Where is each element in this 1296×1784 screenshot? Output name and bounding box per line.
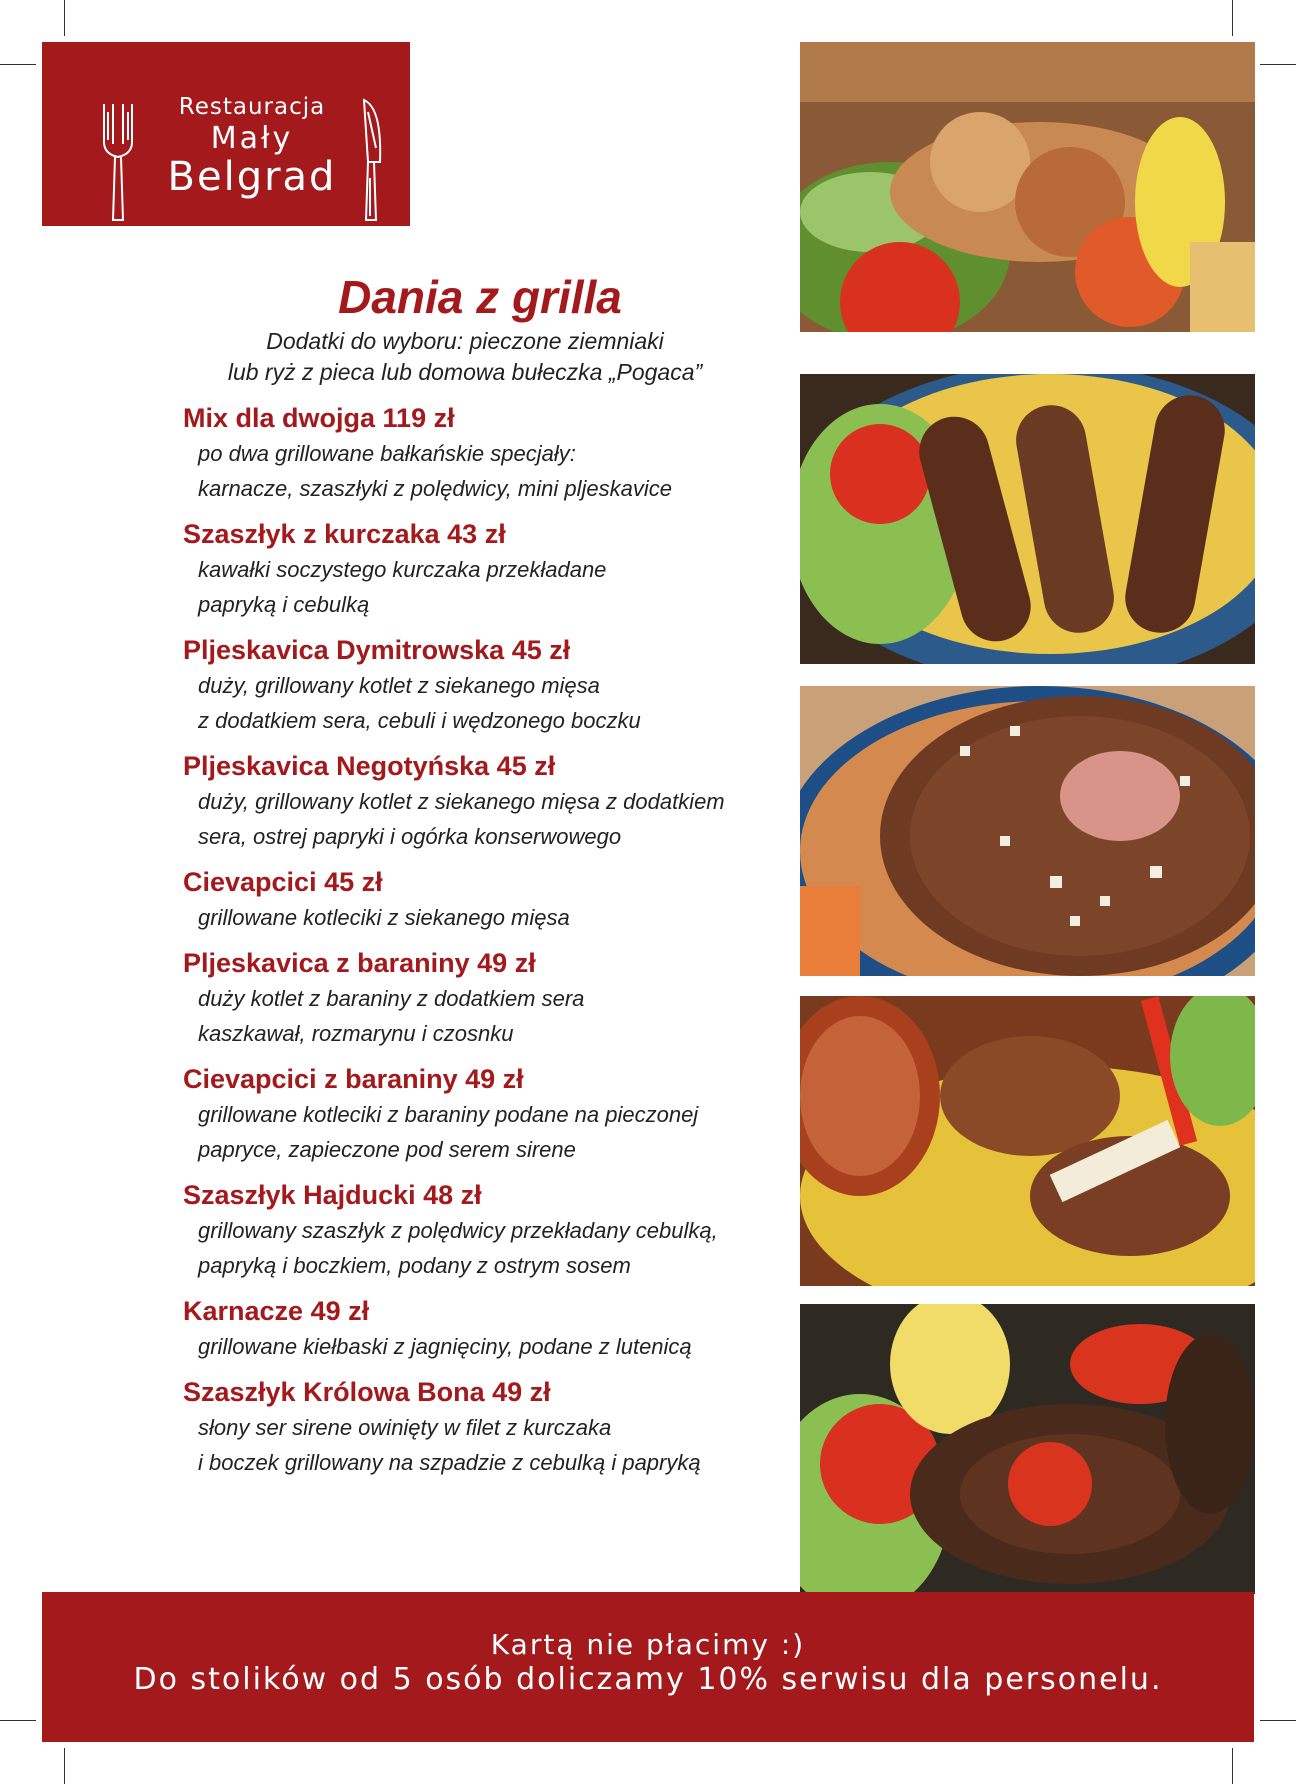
menu-item-description: po dwa grillowane bałkańskie specjały:	[198, 441, 576, 466]
side-dishes-note	[150, 326, 780, 388]
menu-item-description: papryce, zapieczone pod serem sirene	[198, 1137, 576, 1162]
menu-item-name: Szaszłyk Hajducki 48 zł	[183, 1180, 482, 1210]
menu-item	[183, 400, 763, 506]
crop-mark	[64, 0, 65, 36]
menu-item-description: i boczek grillowany na szpadzie z cebulką i papryką	[198, 1450, 701, 1475]
photo-skewer-rice	[800, 996, 1255, 1286]
menu-item-description: papryką i cebulką	[198, 592, 370, 617]
menu-item	[183, 632, 763, 738]
crop-mark	[0, 64, 36, 65]
menu-item-description: kawałki soczystego kurczaka przekładane	[198, 557, 607, 582]
menu-item-description: karnacze, szaszłyki z polędwicy, mini pljeskavice	[198, 476, 672, 501]
menu-item	[183, 864, 763, 935]
menu-item-description: kaszkawał, rozmarynu i czosnku	[198, 1021, 514, 1046]
logo-line-maly: Mały	[210, 121, 294, 156]
menu-item	[183, 748, 763, 854]
photo-chicken-skewer	[800, 42, 1255, 332]
menu-list	[183, 400, 763, 1490]
menu-item-name: Mix dla dwojga 119 zł	[183, 403, 455, 433]
menu-item	[183, 1061, 763, 1167]
logo-line-belgrad: Belgrad	[167, 154, 337, 200]
menu-item	[183, 945, 763, 1051]
menu-item-description: sera, ostrej papryki i ogórka konserwowego	[198, 824, 622, 849]
menu-item-description: grillowane kotleciki z siekanego mięsa	[198, 905, 570, 930]
menu-item-description: grillowane kotleciki z baraniny podane na pieczonej	[198, 1102, 699, 1127]
menu-item-description: grillowane kiełbaski z jagnięciny, podane z lutenicą	[198, 1334, 692, 1359]
menu-item-description: duży, grillowany kotlet z siekanego mięsa z dodatkiem	[198, 789, 725, 814]
photo-karnacze	[800, 1304, 1255, 1594]
side-dishes-line-1: Dodatki do wyboru: pieczone ziemniaki	[266, 328, 664, 354]
menu-item	[183, 1177, 763, 1283]
side-dishes-line-2: lub ryż z pieca lub domowa bułeczka „Pogaca”	[227, 359, 703, 385]
menu-item-description: duży kotlet z baraniny z dodatkiem sera	[198, 986, 585, 1011]
payment-note: Kartą nie płacimy :)	[490, 1628, 806, 1661]
menu-item-name: Pljeskavica z baraniny 49 zł	[183, 948, 536, 978]
menu-item-name: Cievapcici z baraniny 49 zł	[183, 1064, 524, 1094]
restaurant-logo	[42, 42, 410, 226]
crop-mark	[1232, 1748, 1233, 1784]
crop-mark	[1232, 0, 1233, 36]
menu-item-description: słony ser sirene owinięty w filet z kurczaka	[198, 1415, 612, 1440]
logo-line-restauracja: Restauracja	[178, 94, 326, 120]
service-charge-note: Do stolików od 5 osób doliczamy 10% serwisu dla personelu.	[133, 1662, 1163, 1697]
menu-item	[183, 1293, 763, 1364]
fork-icon	[100, 102, 136, 222]
menu-item-name: Karnacze 49 zł	[183, 1296, 370, 1326]
crop-mark	[1260, 64, 1296, 65]
menu-item	[183, 516, 763, 622]
crop-mark	[64, 1748, 65, 1784]
menu-item	[183, 1374, 763, 1480]
page-title: Dania z grilla	[338, 271, 622, 323]
menu-item-description: duży, grillowany kotlet z siekanego mięsa	[198, 673, 600, 698]
photo-pljeskavica	[800, 686, 1255, 976]
menu-item-name: Pljeskavica Dymitrowska 45 zł	[183, 635, 571, 665]
photo-cevapcici-rice	[800, 374, 1255, 664]
crop-mark	[1260, 1720, 1296, 1721]
menu-item-name: Cievapcici 45 zł	[183, 867, 383, 897]
menu-item-name: Szaszłyk z kurczaka 43 zł	[183, 519, 506, 549]
menu-item-name: Pljeskavica Negotyńska 45 zł	[183, 751, 556, 781]
menu-item-description: papryką i boczkiem, podany z ostrym sosem	[198, 1253, 631, 1278]
knife-icon	[358, 98, 384, 222]
crop-mark	[0, 1720, 36, 1721]
footer-banner	[42, 1592, 1254, 1742]
menu-item-description: z dodatkiem sera, cebuli i wędzonego boczku	[198, 708, 641, 733]
menu-item-name: Szaszłyk Królowa Bona 49 zł	[183, 1377, 551, 1407]
menu-item-description: grillowany szaszłyk z polędwicy przekładany cebulką,	[198, 1218, 718, 1243]
